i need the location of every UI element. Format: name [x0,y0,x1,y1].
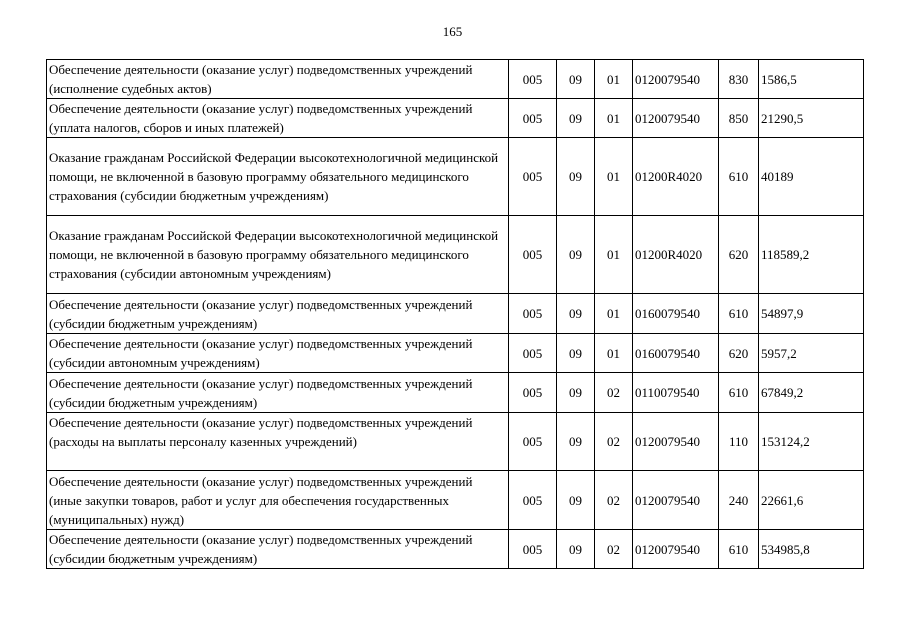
row-subsection-code: 02 [595,373,633,413]
row-ministry-code: 005 [509,413,557,471]
row-target-code: 0160079540 [633,294,719,334]
row-description: Обеспечение деятельности (оказание услуг) подведомственных учреждений (уплата налогов, сборов и иных платежей) [47,99,509,138]
row-subsection-code: 01 [595,294,633,334]
row-section-code: 09 [557,530,595,569]
row-expense-type: 610 [719,373,759,413]
table-row [47,60,864,99]
row-section-code: 09 [557,413,595,471]
table-row [47,530,864,569]
row-amount: 67849,2 [759,373,864,413]
row-target-code: 0110079540 [633,373,719,413]
row-ministry-code: 005 [509,530,557,569]
row-description: Обеспечение деятельности (оказание услуг) подведомственных учреждений (расходы на выплаты персоналу казенных учреждений) [47,413,509,471]
row-amount: 534985,8 [759,530,864,569]
table-row [47,373,864,413]
row-section-code: 09 [557,373,595,413]
row-ministry-code: 005 [509,334,557,373]
row-expense-type: 610 [719,294,759,334]
row-target-code: 01200R4020 [633,216,719,294]
row-target-code: 0120079540 [633,413,719,471]
row-amount: 54897,9 [759,294,864,334]
row-ministry-code: 005 [509,471,557,530]
budget-table [46,59,864,569]
row-expense-type: 850 [719,99,759,138]
row-amount: 22661,6 [759,471,864,530]
row-description: Обеспечение деятельности (оказание услуг) подведомственных учреждений (исполнение судебных актов) [47,60,509,99]
row-target-code: 0120079540 [633,60,719,99]
row-section-code: 09 [557,216,595,294]
row-target-code: 0120079540 [633,471,719,530]
row-description: Обеспечение деятельности (оказание услуг) подведомственных учреждений (субсидии автономным учреждениям) [47,334,509,373]
table-body [47,60,864,569]
row-subsection-code: 01 [595,60,633,99]
row-expense-type: 610 [719,530,759,569]
row-ministry-code: 005 [509,373,557,413]
row-ministry-code: 005 [509,138,557,216]
row-expense-type: 240 [719,471,759,530]
row-section-code: 09 [557,138,595,216]
row-description: Оказание гражданам Российской Федерации высокотехнологичной медицинской помощи, не включенной в базовую программу обязательного медицинского страхования (субсидии бюджетным учреждениям) [47,138,509,216]
row-expense-type: 620 [719,334,759,373]
row-subsection-code: 01 [595,216,633,294]
row-subsection-code: 02 [595,471,633,530]
row-ministry-code: 005 [509,99,557,138]
row-amount: 21290,5 [759,99,864,138]
table-row [47,471,864,530]
row-target-code: 0160079540 [633,334,719,373]
row-section-code: 09 [557,294,595,334]
row-section-code: 09 [557,334,595,373]
row-ministry-code: 005 [509,294,557,334]
row-expense-type: 830 [719,60,759,99]
row-section-code: 09 [557,99,595,138]
row-description: Обеспечение деятельности (оказание услуг) подведомственных учреждений (иные закупки товаров, работ и услуг для обеспечения государственных (муниципальных) нужд) [47,471,509,530]
row-amount: 118589,2 [759,216,864,294]
table-row [47,413,864,471]
row-amount: 5957,2 [759,334,864,373]
row-subsection-code: 01 [595,334,633,373]
row-target-code: 01200R4020 [633,138,719,216]
row-subsection-code: 02 [595,530,633,569]
row-expense-type: 620 [719,216,759,294]
row-description: Обеспечение деятельности (оказание услуг) подведомственных учреждений (субсидии бюджетным учреждениям) [47,294,509,334]
row-expense-type: 610 [719,138,759,216]
row-subsection-code: 02 [595,413,633,471]
row-section-code: 09 [557,471,595,530]
row-description: Обеспечение деятельности (оказание услуг) подведомственных учреждений (субсидии бюджетным учреждениям) [47,373,509,413]
row-ministry-code: 005 [509,216,557,294]
row-ministry-code: 005 [509,60,557,99]
row-amount: 153124,2 [759,413,864,471]
row-section-code: 09 [557,60,595,99]
row-target-code: 0120079540 [633,99,719,138]
table-row [47,138,864,216]
row-amount: 1586,5 [759,60,864,99]
table-row [47,99,864,138]
row-description: Обеспечение деятельности (оказание услуг) подведомственных учреждений (субсидии бюджетным учреждениям) [47,530,509,569]
page-number: 165 [442,24,463,39]
table-row [47,216,864,294]
row-subsection-code: 01 [595,138,633,216]
row-target-code: 0120079540 [633,530,719,569]
row-amount: 40189 [759,138,864,216]
row-description: Оказание гражданам Российской Федерации высокотехнологичной медицинской помощи, не включенной в базовую программу обязательного медицинского страхования (субсидии автономным учреждениям) [47,216,509,294]
row-expense-type: 110 [719,413,759,471]
table-row [47,334,864,373]
table-row [47,294,864,334]
row-subsection-code: 01 [595,99,633,138]
